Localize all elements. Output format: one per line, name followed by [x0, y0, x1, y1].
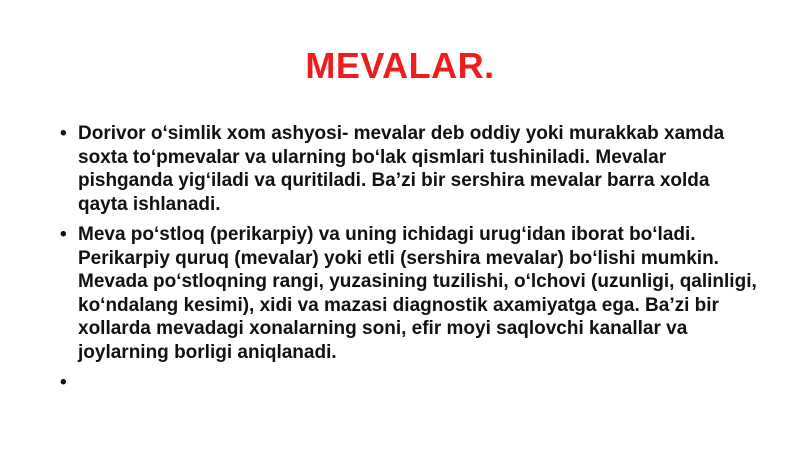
- bullet-text: Meva poʻstloq (perikarpiy) va uning ichidagi urugʻidan iborat boʻladi. Perikarpiy quruq (mevalar) yoki etli (sershira mevalar) boʻlishi mumkin. Mevada poʻstloqning rangi, yuzasining tuzilishi, oʻlchovi (uzunligi, qalinligi, koʻndalang kesimi), xidi va mazasi diagnostik axamiyatga ega. Baʼzi bir xollarda mevadagi xonalarning soni, efir moyi saqlovchi kanallar va joylarning borligi aniqlanadi.: [78, 224, 757, 363]
- bullet-item: [60, 122, 760, 216]
- bullet-marker: •: [60, 123, 67, 144]
- bullet-text: [78, 371, 760, 395]
- bullet-item: [60, 371, 760, 395]
- bullet-marker: •: [60, 372, 67, 393]
- bullet-list: [60, 122, 760, 402]
- bullet-text: Dorivor oʻsimlik xom ashyosi- mevalar deb oddiy yoki murakkab xamda soxta toʻpmevalar va ularning boʻlak qismlari tushiniladi. Mevalar pishganda yigʻiladi va quritiladi. Baʼzi bir sershira mevalar barra xolda qayta ishlanadi.: [78, 123, 725, 215]
- bullet-marker: •: [60, 224, 67, 245]
- bullet-item: [60, 223, 760, 364]
- slide-title: MEVALAR.: [305, 45, 495, 86]
